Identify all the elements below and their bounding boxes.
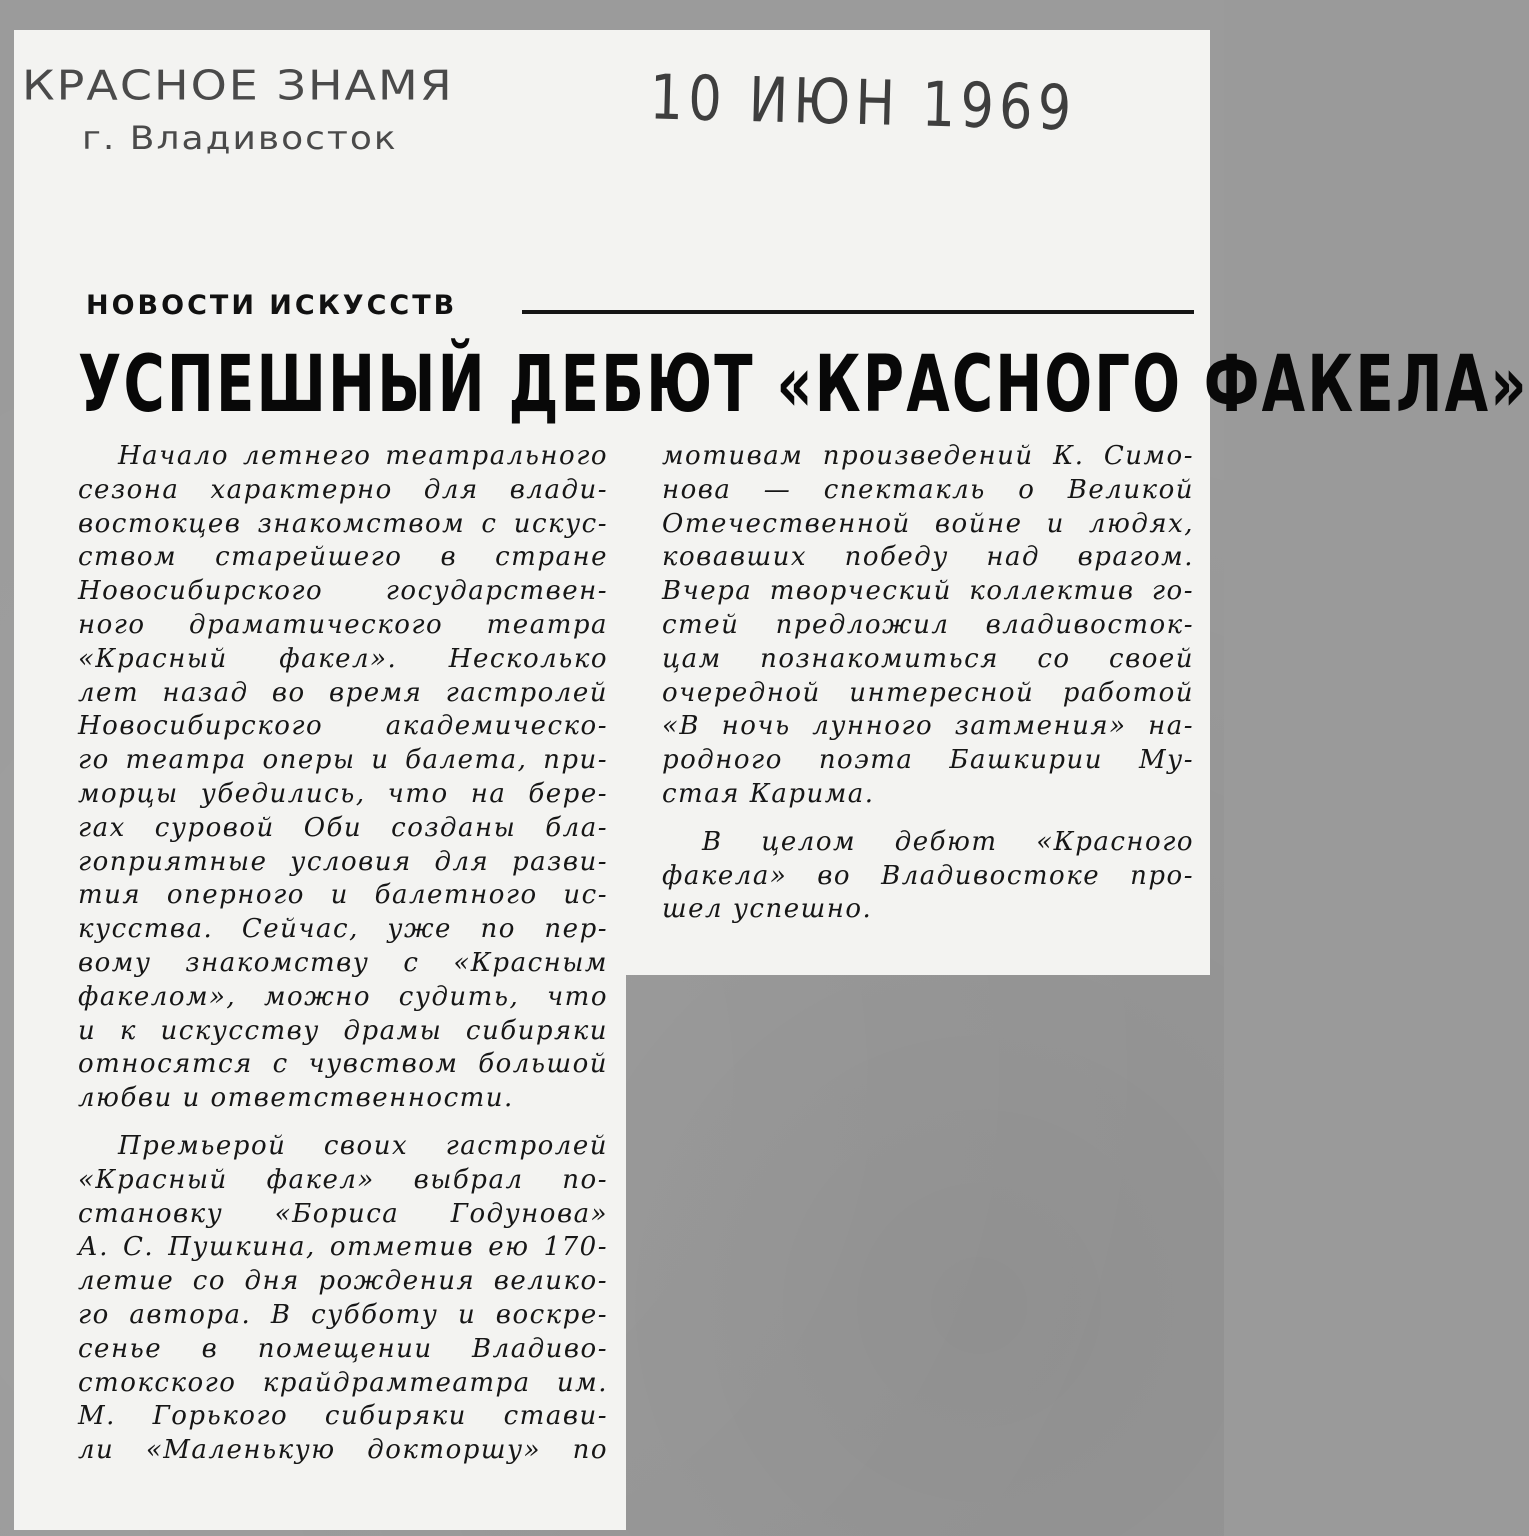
text-line: мотивам произведений К. Симо- <box>662 441 1194 471</box>
section-rubric: НОВОСТИ ИСКУССТВ <box>86 290 458 321</box>
article-column-right <box>662 440 1194 927</box>
text-line: ковавших победу над врагом. <box>662 542 1194 573</box>
text-line: сезона характерно для влади- <box>78 474 608 505</box>
text-line: нова — спектакль о Великой <box>662 474 1194 505</box>
text-line: относятся с чувством большой <box>78 1049 608 1080</box>
article-headline: УСПЕШНЫЙ ДЕБЮТ «КРАСНОГО ФАКЕЛА» <box>78 340 1529 430</box>
text-line: становку «Бориса Годунова» <box>78 1198 608 1229</box>
text-line: «Красный факел» выбрал по- <box>78 1164 608 1195</box>
newspaper-stamp: КРАСНОЕ ЗНАМЯ <box>22 60 454 110</box>
text-line: гах суровой Оби созданы бла- <box>78 812 608 843</box>
text-line: стая Карима. <box>662 778 875 809</box>
text-line: сенье в помещении Владиво- <box>78 1333 608 1364</box>
paragraph <box>78 440 608 1116</box>
paragraph <box>78 1130 608 1468</box>
paragraph <box>662 440 1194 812</box>
text-line: востокцев знакомством с искус- <box>78 508 608 539</box>
text-line: Новосибирского академическо- <box>78 711 608 742</box>
text-line: факелом», можно судить, что <box>78 981 608 1012</box>
text-line: гоприятные условия для разви- <box>78 846 608 877</box>
date-stamp: 10 ИЮН 1969 <box>648 60 1078 145</box>
text-line: го театра оперы и балета, при- <box>78 745 608 776</box>
text-line: вому знакомству с «Красным <box>78 947 608 978</box>
text-line: стокского крайдрамтеатра им. <box>78 1367 608 1398</box>
text-line: Отечественной войне и людях, <box>662 508 1194 539</box>
text-line: шел успешно. <box>662 894 873 925</box>
text-line: стей предложил владивосток- <box>662 609 1194 640</box>
text-line: факела» во Владивостоке про- <box>662 860 1194 891</box>
text-line: и к искусству драмы сибиряки <box>78 1015 608 1046</box>
text-line: Премьерой своих гастролей <box>118 1130 608 1161</box>
text-line: А. С. Пушкина, отметив ею 170- <box>78 1232 608 1263</box>
paragraph <box>662 826 1194 927</box>
paragraph-gap <box>662 812 1194 826</box>
text-line: «В ночь лунного затмения» на- <box>662 711 1194 742</box>
text-line: цам познакомиться со своей <box>662 643 1194 674</box>
paragraph-gap <box>78 1116 608 1130</box>
rubric-divider <box>522 310 1194 314</box>
text-line: родного поэта Башкирии Му- <box>662 745 1194 776</box>
city-stamp: г. Владивосток <box>82 120 398 157</box>
article-column-left <box>78 440 608 1468</box>
text-line: лет назад во время гастролей <box>78 677 608 708</box>
text-line: летие со дня рождения велико- <box>78 1266 608 1297</box>
text-line: тия оперного и балетного ис- <box>78 880 608 911</box>
text-line: морцы убедились, что на бере- <box>78 778 608 809</box>
text-line: любви и ответственности. <box>78 1083 514 1114</box>
text-line: «Красный факел». Несколько <box>78 643 608 674</box>
text-line: Новосибирского государствен- <box>78 576 608 607</box>
text-line: очередной интересной работой <box>662 677 1194 708</box>
text-line: ством старейшего в стране <box>78 542 608 573</box>
text-line: го автора. В субботу и воскре- <box>78 1299 608 1330</box>
text-line: ного драматического театра <box>78 609 608 640</box>
text-line: ли «Маленькую докторшу» по <box>78 1435 608 1466</box>
text-line: В целом дебют «Красного <box>702 826 1194 857</box>
text-line: Вчера творческий коллектив го- <box>662 576 1194 607</box>
text-line: кусства. Сейчас, уже по пер- <box>78 914 608 945</box>
text-line: М. Горького сибиряки стави- <box>78 1401 608 1432</box>
text-line: Начало летнего театрального <box>118 441 608 471</box>
